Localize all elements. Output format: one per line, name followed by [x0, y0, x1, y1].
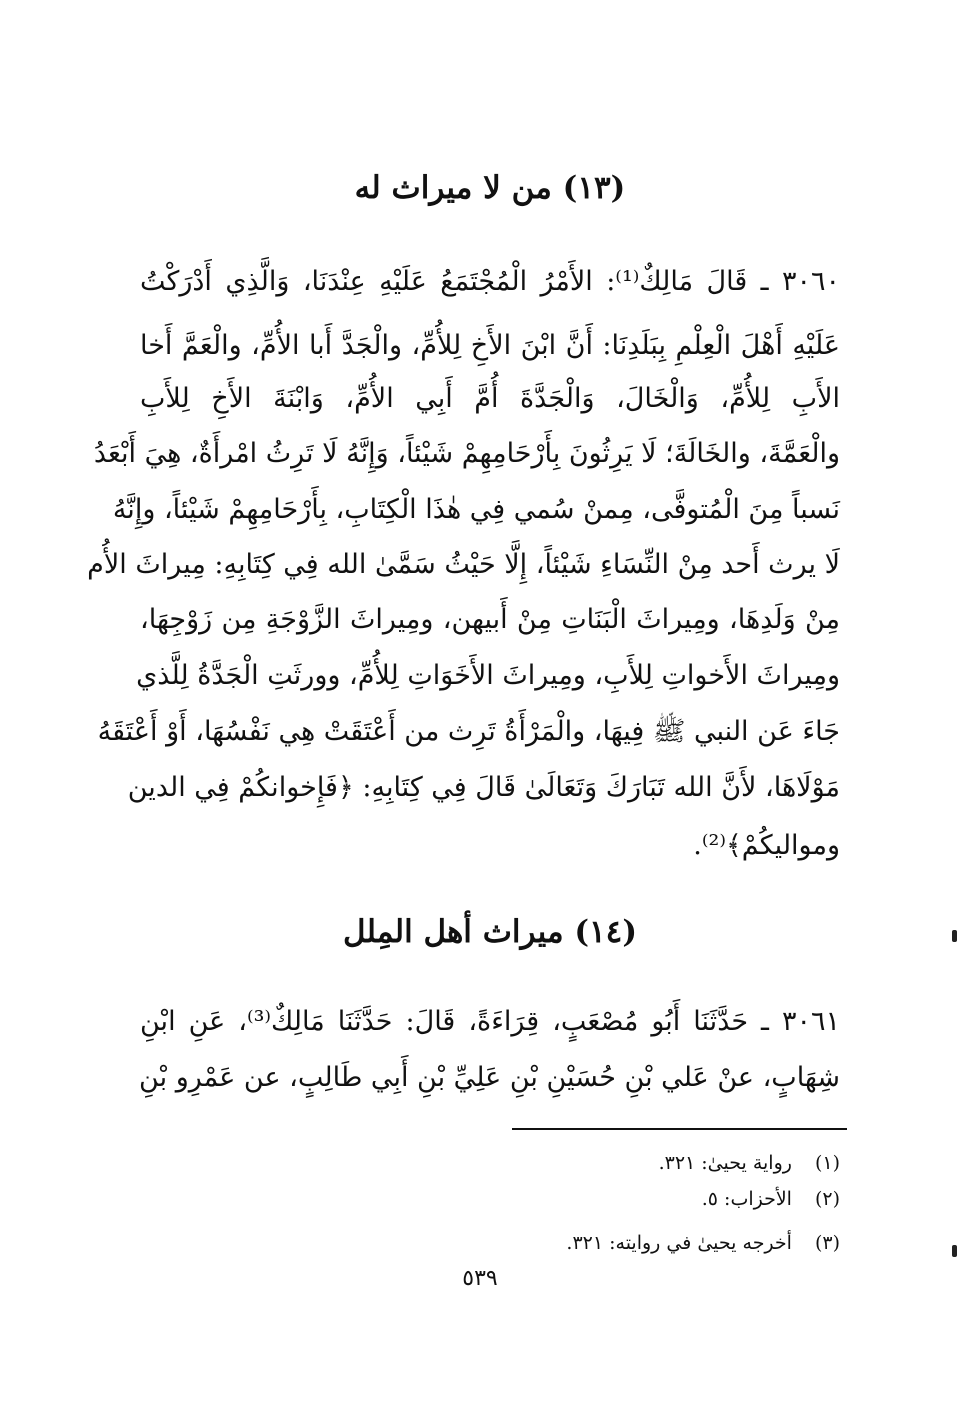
text-line: لَا يرث أَحد مِنْ النِّسَاءِ شَيْئاً، إِلَّا حَيْثُ سَمَّىٰ الله فِي كِتَابِهِ: مِيراثَ الأُم	[87, 549, 840, 580]
section-heading-14: (١٤) ميراث أهل المِلل	[342, 914, 638, 950]
text-line: مِنْ وَلَدِهَا، ومِيراثَ الْبَنَاتِ مِنْ أَبيهن، ومِيراثَ الزَّوْجَةِ مِن زَوْجِهَا،	[140, 604, 840, 635]
footnote-number: (٣)	[814, 1232, 840, 1254]
text-line: ٣٠٦٠ ـ قَالَ مَالِكٌ⁽¹⁾: الأَمْرُ الْمُجْتَمَعُ عَلَيْهِ عِنْدَنَا، وَالَّذِي أَدْرَكْتُ	[140, 266, 840, 297]
scan-mark	[952, 930, 957, 942]
scan-mark	[952, 1245, 957, 1257]
text-line: الأَبِ لِلأُمِّ، وَالْخَالَ، وَالْجَدَّةَ أُمَّ أَبِي الأُمِّ، وَابْنَةَ الأَخِ لِلأَبِ	[140, 383, 840, 414]
footnote-text: رواية يحيىٰ: ٣٢١.	[658, 1152, 792, 1174]
footnote-text: الأحزاب: ٥.	[701, 1188, 792, 1210]
footnote-divider	[512, 1128, 847, 1130]
text-line: شِهَابٍ، عنْ عَلي بْنِ حُسَيْنِ بْنِ عَلِيِّ بْنِ أَبِي طَالِبٍ، عن عَمْرِو بْنِ	[139, 1062, 840, 1093]
text-line: مَوْلَاهَا، لأَنَّ الله تَبَارَكَ وَتَعَالَىٰ قَالَ فِي كِتَابِهِ: ﴿فَإِخوانكُمْ فِي الدين	[127, 772, 840, 803]
footnote-number: (٢)	[814, 1188, 840, 1210]
page-number: ٥٣٩	[462, 1266, 498, 1291]
text-line: جَاءَ عَن النبي ﷺ فِيهَا، والْمَرْأَةُ تَرِث من أَعْتَقَتْ هِي نَفْسُهَا، أَوْ أَعْتَقَهُ	[97, 716, 840, 747]
text-line: عَلَيْهِ أَهْلَ الْعِلْمِ بِبَلَدِنَا: أَنَّ ابْنَ الأَخِ لِلأُمِّ، والْجَدَّ أَبا الأُمِّ، والْعَمَّ أَخا	[140, 330, 840, 361]
text-line: ومواليكُمْ﴾⁽²⁾.	[693, 830, 840, 861]
footnote-text: أخرجه يحيىٰ في روايته: ٣٢١.	[566, 1232, 792, 1254]
text-line: ومِيراثَ الأَخواتِ لِلأَبِ، ومِيراثَ الأَخَوَاتِ لِلأُمِّ، وورثَتِ الْجَدَّةُ لِلَّذي	[136, 660, 840, 691]
footnote	[400, 1184, 840, 1214]
footnote-number: (١)	[814, 1152, 840, 1174]
footnote	[400, 1228, 840, 1258]
text-line: ٣٠٦١ ـ حَدَّثَنَا أَبُو مُصْعَبٍ، قِرَاءَةً، قَالَ: حَدَّثَنَا مَالِكٌ⁽³⁾، عَنِ ابْنِ	[140, 1006, 840, 1037]
footnote	[400, 1148, 840, 1178]
section-heading-13: (١٣) من لا ميراث له	[354, 170, 626, 206]
text-line: والْعَمَّةَ، والخَالَةَ؛ لَا يَرِثُونَ بِأَرْحَامِهِمْ شَيْئاً، وَإِنَّهُ لَا تَرِثُ امْرأَةٌ، هِيَ أَبْعَدُ	[93, 438, 840, 469]
text-line: نَسباً مِنَ الْمُتوفَّى، مِمنْ سُمي فِي هٰذَا الْكِتَابِ، بِأَرْحَامِهِمْ شَيْئاً، وإِنَّهُ	[112, 494, 840, 525]
